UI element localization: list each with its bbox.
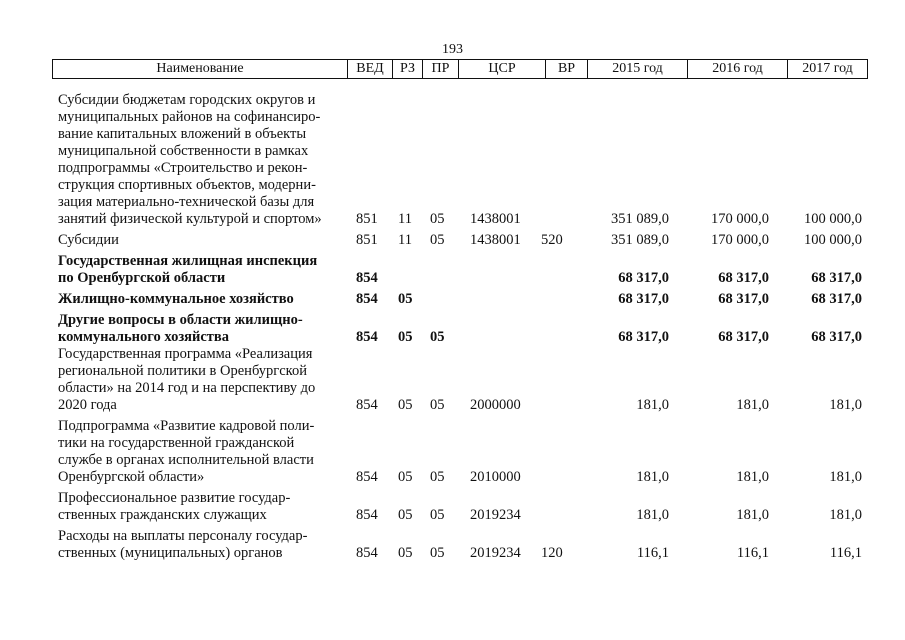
cell-vr: 520 [541, 232, 563, 248]
page-number: 193 [442, 42, 463, 57]
cell-pr: 05 [430, 469, 445, 485]
cell-csr: 2019234 [470, 545, 521, 561]
cell-2015: 68 317,0 [618, 270, 669, 286]
cell-ved: 854 [356, 397, 378, 413]
cell-rz: 05 [398, 469, 413, 485]
cell-ved: 854 [356, 545, 378, 561]
cell-csr: 2019234 [470, 507, 521, 523]
cell-2017: 116,1 [829, 545, 862, 561]
column-header-2017: 2017 год [787, 60, 868, 78]
cell-pr: 05 [430, 545, 445, 561]
cell-2017: 181,0 [829, 507, 862, 523]
row-name-line: Субсидии бюджетам городских округов и [58, 92, 316, 108]
column-header-2016: 2016 год [687, 60, 787, 78]
column-header-pr: ПР [422, 60, 458, 78]
column-header-vr: ВР [545, 60, 587, 78]
cell-pr: 05 [430, 507, 445, 523]
cell-2017: 68 317,0 [811, 329, 862, 345]
cell-csr: 1438001 [470, 211, 521, 227]
cell-2015: 116,1 [636, 545, 669, 561]
row-name-line: 2020 года [58, 397, 117, 413]
row-name [58, 346, 343, 414]
row-name-line: Жилищно-коммунальное хозяйство [58, 291, 294, 307]
cell-2017: 181,0 [829, 397, 862, 413]
row-name [58, 312, 343, 346]
row-name [58, 490, 343, 524]
row-name [58, 232, 343, 249]
column-header-csr: ЦСР [458, 60, 545, 78]
cell-pr: 05 [430, 329, 445, 345]
table-row [0, 346, 905, 414]
row-name-line: Другие вопросы в области жилищно- [58, 312, 303, 328]
row-name-line: региональной политики в Оренбургской [58, 363, 307, 379]
cell-vr: 120 [541, 545, 563, 561]
row-name-line: занятий физической культурой и спортом» [58, 211, 322, 227]
cell-2015: 181,0 [636, 469, 669, 485]
cell-2016: 181,0 [736, 397, 769, 413]
cell-rz: 05 [398, 397, 413, 413]
table-body [0, 92, 905, 562]
table-header [52, 59, 868, 79]
row-name-line: подпрограммы «Строительство и рекон- [58, 160, 308, 176]
column-header-rz: РЗ [392, 60, 422, 78]
cell-pr: 05 [430, 397, 445, 413]
row-name-line: зация материально-технической базы для [58, 194, 315, 210]
cell-2015: 181,0 [636, 507, 669, 523]
cell-2017: 68 317,0 [811, 270, 862, 286]
cell-2016: 68 317,0 [718, 329, 769, 345]
row-name-line: по Оренбургской области [58, 270, 226, 286]
row-name [58, 92, 343, 228]
cell-2015: 68 317,0 [618, 329, 669, 345]
table-row [0, 92, 905, 228]
cell-ved: 851 [356, 232, 378, 248]
row-name-line: Государственная жилищная инспекция [58, 253, 318, 269]
cell-rz: 05 [398, 329, 413, 345]
row-name-line: коммунального хозяйства [58, 329, 229, 345]
row-name-line: Подпрограмма «Развитие кадровой поли- [58, 418, 315, 434]
cell-2016: 181,0 [736, 469, 769, 485]
cell-2015: 351 089,0 [611, 232, 669, 248]
cell-ved: 854 [356, 507, 378, 523]
table-row [0, 528, 905, 562]
cell-ved: 854 [356, 291, 378, 307]
cell-rz: 05 [398, 291, 413, 307]
cell-csr: 1438001 [470, 232, 521, 248]
column-header-2015: 2015 год [587, 60, 687, 78]
cell-2017: 100 000,0 [804, 232, 862, 248]
row-name-line: Оренбургской области» [58, 469, 205, 485]
column-header-name: Наименование [52, 60, 347, 78]
cell-rz: 05 [398, 545, 413, 561]
cell-pr: 05 [430, 232, 445, 248]
cell-2017: 181,0 [829, 469, 862, 485]
cell-ved: 854 [356, 270, 378, 286]
cell-2016: 68 317,0 [718, 270, 769, 286]
cell-pr: 05 [430, 211, 445, 227]
row-name-line: службе в органах исполнительной власти [58, 452, 314, 468]
table-row [0, 418, 905, 486]
table-row [0, 232, 905, 249]
row-name [58, 528, 343, 562]
row-name-line: Расходы на выплаты персоналу государ- [58, 528, 308, 544]
row-name-line: Профессиональное развитие государ- [58, 490, 291, 506]
row-name-line: тики на государственной гражданской [58, 435, 295, 451]
row-name-line: ственных (муниципальных) органов [58, 545, 283, 561]
row-name-line: вание капитальных вложений в объекты [58, 126, 307, 142]
row-name-line: струкция спортивных объектов, модерни- [58, 177, 316, 193]
column-header-ved: ВЕД [347, 60, 392, 78]
cell-2016: 68 317,0 [718, 291, 769, 307]
row-name-line: муниципальной собственности в рамках [58, 143, 309, 159]
table-row [0, 312, 905, 346]
cell-ved: 854 [356, 469, 378, 485]
cell-rz: 05 [398, 507, 413, 523]
row-name-line: Субсидии [58, 232, 119, 248]
row-name-line: ственных гражданских служащих [58, 507, 267, 523]
cell-2015: 181,0 [636, 397, 669, 413]
cell-rz: 11 [398, 211, 412, 227]
table-row [0, 253, 905, 287]
cell-2016: 181,0 [736, 507, 769, 523]
cell-2015: 68 317,0 [618, 291, 669, 307]
row-name-line: области» на 2014 год и на перспективу до [58, 380, 316, 396]
row-name [58, 418, 343, 486]
cell-2016: 170 000,0 [711, 211, 769, 227]
cell-2016: 116,1 [736, 545, 769, 561]
row-name [58, 253, 343, 287]
table-row [0, 490, 905, 524]
cell-ved: 854 [356, 329, 378, 345]
cell-2015: 351 089,0 [611, 211, 669, 227]
cell-2017: 68 317,0 [811, 291, 862, 307]
cell-ved: 851 [356, 211, 378, 227]
cell-2016: 170 000,0 [711, 232, 769, 248]
cell-2017: 100 000,0 [804, 211, 862, 227]
cell-rz: 11 [398, 232, 412, 248]
cell-csr: 2010000 [470, 469, 521, 485]
row-name [58, 291, 343, 308]
row-name-line: муниципальных районов на софинансиро- [58, 109, 321, 125]
row-name-line: Государственная программа «Реализация [58, 346, 313, 362]
cell-csr: 2000000 [470, 397, 521, 413]
table-row [0, 291, 905, 308]
